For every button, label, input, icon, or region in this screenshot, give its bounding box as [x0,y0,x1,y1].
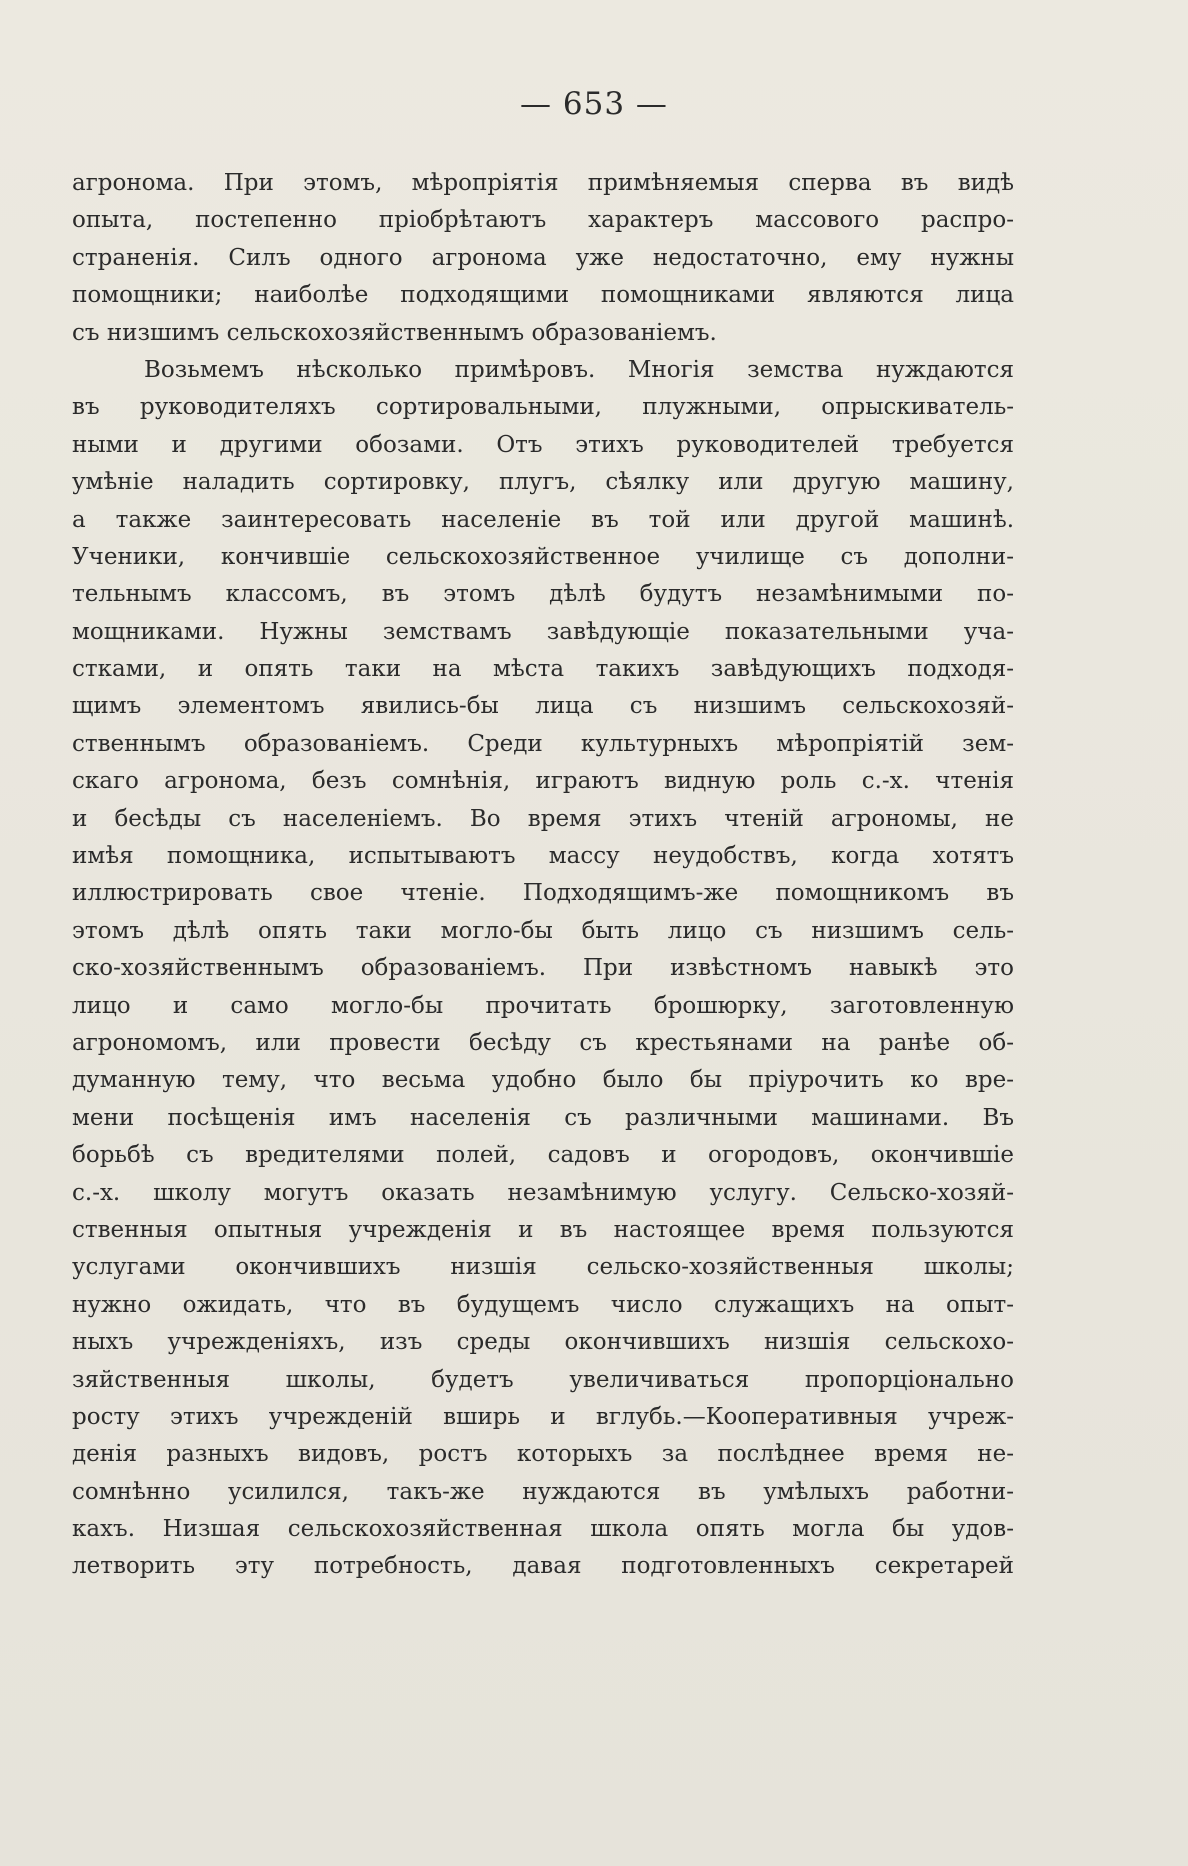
text-line: летворить эту потребность, давая подготовленныхъ секретарей [72,1553,1014,1580]
text-line: а также заинтересовать населеніе въ той или другой машинѣ. [72,506,1014,533]
text-line: с.-х. школу могутъ оказать незамѣнимую услугу. Сельско-хозяй- [72,1179,1014,1206]
paragraph [72,352,1014,1586]
text-line: опыта, постепенно пріобрѣтаютъ характеръ массового распро- [72,207,1014,234]
text-line: въ руководителяхъ сортировальными, плужными, опрыскиватель- [72,394,1014,421]
text-line: тельнымъ классомъ, въ этомъ дѣлѣ будутъ незамѣнимыми по- [72,581,1014,608]
text-line: ско-хозяйственнымъ образованіемъ. При извѣстномъ навыкѣ это [72,955,1014,982]
paragraph [72,165,1014,352]
text-line: сомнѣнно усилился, такъ-же нуждаются въ умѣлыхъ работни- [72,1478,1014,1505]
text-line: имѣя помощника, испытываютъ массу неудобствъ, когда хотятъ [72,843,1014,870]
text-line: умѣніе наладить сортировку, плугъ, сѣялку или другую машину, [72,469,1014,496]
text-line: помощники; наиболѣе подходящими помощниками являются лица [72,282,1014,309]
text-line: росту этихъ учрежденій вширь и вглубь.—Кооперативныя учреж- [72,1403,1014,1430]
text-line: лицо и само могло-бы прочитать брошюрку, заготовленную [72,992,1014,1019]
text-line: и бесѣды съ населеніемъ. Во время этихъ чтеній агрономы, не [72,805,1014,832]
text-line: ныхъ учрежденіяхъ, изъ среды окончившихъ низшія сельскохо- [72,1329,1014,1356]
page-number: — 653 — [520,86,668,122]
text-line: ственнымъ образованіемъ. Среди культурныхъ мѣропріятій зем- [72,730,1014,757]
text-line: мощниками. Нужны земствамъ завѣдующіе показательными уча- [72,618,1014,645]
text-line: услугами окончившихъ низшія сельско-хозяйственныя школы; [72,1254,1014,1281]
text-line: иллюстрировать свое чтеніе. Подходящимъ-же помощникомъ въ [72,880,1014,907]
text-line: съ низшимъ сельскохозяйственнымъ образованіемъ. [72,319,717,346]
body-text [72,165,1014,1586]
text-line: думанную тему, что весьма удобно было бы пріурочить ко вре- [72,1067,1014,1094]
text-line: агронома. При этомъ, мѣропріятія примѣняемыя сперва въ видѣ [72,170,1014,196]
text-line: борьбѣ съ вредителями полей, садовъ и огородовъ, окончившіе [72,1142,1014,1169]
text-line: щимъ элементомъ явились-бы лица съ низшимъ сельскохозяй- [72,693,1014,720]
text-line: Ученики, кончившіе сельскохозяйственное училище съ дополни- [72,543,1014,570]
text-line: денія разныхъ видовъ, ростъ которыхъ за послѣднее время не- [72,1441,1014,1468]
text-line: этомъ дѣлѣ опять таки могло-бы быть лицо съ низшимъ сель- [72,917,1014,944]
text-line: скаго агронома, безъ сомнѣнія, играютъ видную роль с.-х. чтенія [72,768,1014,795]
text-line: зяйственныя школы, будетъ увеличиваться пропорціонально [72,1366,1014,1393]
text-line: ственныя опытныя учрежденія и въ настоящее время пользуются [72,1216,1014,1243]
text-line: страненія. Силъ одного агронома уже недостаточно, ему нужны [72,244,1014,271]
text-line: Возьмемъ нѣсколько примѣровъ. Многія земства нуждаются [144,356,1014,383]
text-line: стками, и опять таки на мѣста такихъ завѣдующихъ подходя- [72,656,1014,683]
text-line: ными и другими обозами. Отъ этихъ руководителей требуется [72,431,1014,458]
text-line: мени посѣщенія имъ населенія съ различными машинами. Въ [72,1104,1014,1131]
text-line: кахъ. Низшая сельскохозяйственная школа опять могла бы удов- [72,1516,1014,1543]
text-line: агрономомъ, или провести бесѣду съ крестьянами на ранѣе об- [72,1029,1014,1056]
text-line: нужно ожидать, что въ будущемъ число служащихъ на опыт- [72,1291,1014,1318]
